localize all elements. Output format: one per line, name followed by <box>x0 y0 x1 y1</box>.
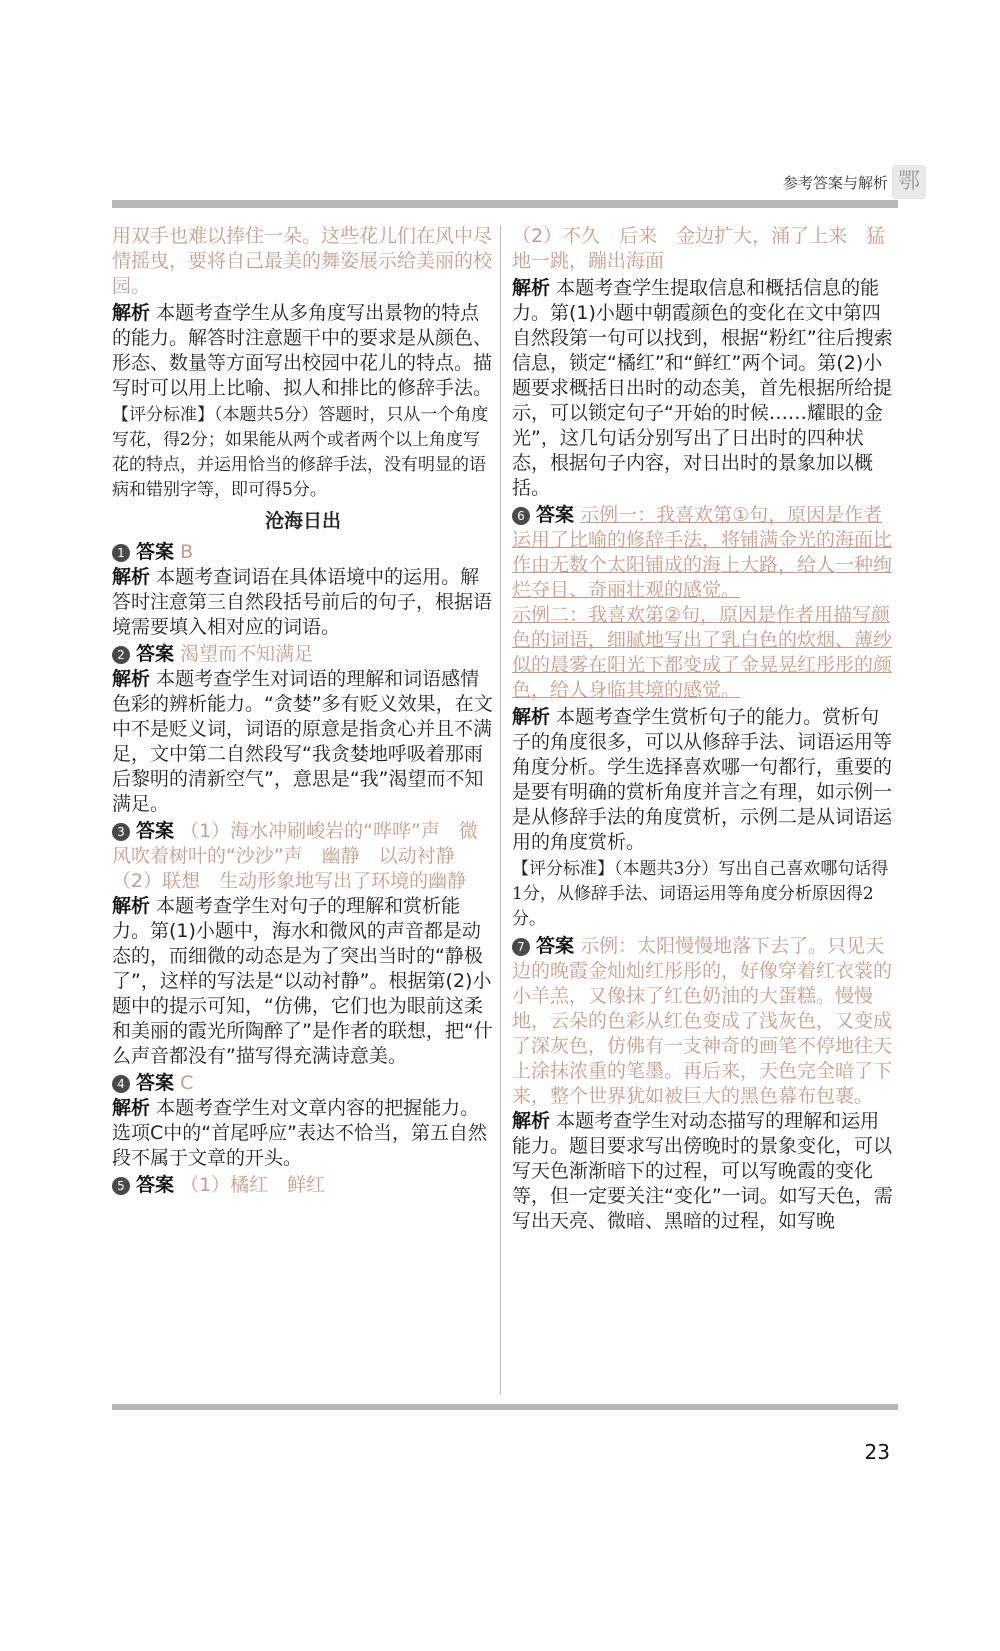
header-badge: 鄂 <box>892 165 926 199</box>
q7-answer: 7 答案 示例：太阳慢慢地落下去了。只见天边的晚霞金灿灿红彤彤的，好像穿着红衣裳的小羊羔，又像抹了红色奶油的大蛋糕。慢慢地，云朵的色彩从红色变成了浅灰色，又变成了深灰色，仿佛有一支神奇的画笔不停地往天上涂抹浓重的笔墨。再后来，天色完全暗了下来，整个世界犹如被巨大的黑色幕布包裹。 <box>512 935 893 1107</box>
header-rule <box>112 200 898 208</box>
q5-answer: 5 答案 （1）橘红 鲜红 <box>112 1173 494 1198</box>
intro-answer: 用双手也难以捧住一朵。这些花儿们在风中尽情摇曳，要将自己最美的舞姿展示给美丽的校园。 <box>112 225 493 297</box>
q6-score: 【评分标准】（本题共3分）写出自己喜欢哪句话得1分，从修辞手法、词语运用等角度分析原因得2分。 <box>512 859 889 929</box>
q1-answer: 1 答案 B <box>112 540 494 565</box>
left-column <box>112 224 494 1198</box>
q2-analysis: 解析 本题考查学生对词语的理解和词语感情色彩的辨析能力。“贪婪”多有贬义效果，在文中不是贬义词，词语的原意是指贪心并且不满足，文中第二自然段写“我贪婪地呼吸着那雨后黎明的清新空气”，意思是“我”渴望而不知满足。 <box>112 668 493 815</box>
right-column <box>512 224 898 1236</box>
q4-answer: 4 答案 C <box>112 1071 494 1096</box>
q5-analysis: 解析 本题考查学生提取信息和概括信息的能力。第(1)小题中朝霞颜色的变化在文中第四自然段第一句可以找到，根据“粉红”往后搜索信息，锁定“橘红”和“鲜红”两个词。第(2)小题要求概括日出时的动态美，首先根据所给提示，可以锁定句子“开始的时候……耀眼的金光”，这几句话分别写出了日出时的四种状态，根据句子内容，对日出时的景象加以概括。 <box>512 277 893 499</box>
q2-answer: 2 答案 渴望而不知满足 <box>112 642 494 667</box>
q4-analysis: 解析 本题考查学生对文章内容的把握能力。选项C中的“首尾呼应”表达不恰当，第五自然段不属于文章的开头。 <box>112 1097 487 1169</box>
q6-answer-2: 示例二：我喜欢第②句，原因是作者用描写颜色的词语，细腻地写出了乳白色的炊烟、薄纱似的晨雾在阳光下都变成了金晃晃红彤彤的颜色，给人身临其境的感觉。 <box>512 604 893 701</box>
q6-answer: 6 答案 示例一：我喜欢第①句，原因是作者运用了比喻的修辞手法，将铺满金光的海面比作由无数个太阳铺成的海上大路，给人一种绚烂夺目、奇丽壮观的感觉。 <box>512 504 893 601</box>
q6-analysis: 解析 本题考查学生赏析句子的能力。赏析句子的角度很多，可以从修辞手法、词语运用等角度分析。学生选择喜欢哪一句都行，重要的是要有明确的赏析角度并言之有理，如示例一是从修辞手法的角度赏析，示例二是从词语运用的角度赏析。 <box>512 706 893 853</box>
q3-answer: 3 答案 （1）海水冲刷峻岩的“哗哗”声 微风吹着树叶的“沙沙”声 幽静 以动衬静 <box>112 820 478 867</box>
intro-analysis: 解析 本题考查学生从多角度写出景物的特点的能力。解答时注意题干中的要求是从颜色、形态、数量等方面写出校园中花儿的特点。描写时可以用上比喻、拟人和排比的修辞手法。 <box>112 302 493 399</box>
q1-analysis: 解析 本题考查词语在具体语境中的运用。解答时注意第三自然段括号前后的句子，根据语境需要填入相对应的词语。 <box>112 566 493 638</box>
page-number: 23 <box>864 1440 890 1464</box>
header-title: 参考答案与解析 <box>782 174 888 192</box>
q7-analysis: 解析 本题考查学生对动态描写的理解和运用能力。题目要求写出傍晚时的景象变化，可以写天色渐渐暗下的过程，可以写晚霞的变化等，但一定要关注“变化”一词。如写天色，需写出天亮、微暗、黑暗的过程，如写晚 <box>512 1110 893 1232</box>
footer-rule <box>112 1404 898 1410</box>
intro-score: 【评分标准】（本题共5分）答题时，只从一个角度写花，得2分；如果能从两个或者两个以上角度写花的特点，并运用恰当的修辞手法，没有明显的语病和错别字等，即可得5分。 <box>112 405 489 500</box>
column-divider <box>500 225 501 1395</box>
q3-answer-2: （2）联想 生动形象地写出了环境的幽静 <box>112 870 467 892</box>
q5-answer-cont: （2）不久 后来 金边扩大，涌了上来 猛地一跳，蹦出海面 <box>512 225 886 272</box>
section-title: 沧海日出 <box>264 510 341 532</box>
q3-analysis: 解析 本题考查学生对句子的理解和赏析能力。第(1)小题中，海水和微风的声音都是动态的，而细微的动态是为了突出当时的“静极了”，这样的写法是“以动衬静”。根据第(2)小题中的提示可知，“仿佛，它们也为眼前这柔和美丽的霞光所陶醉了”是作者的联想，把“什么声音都没有”描写得充满诗意美。 <box>112 895 493 1067</box>
